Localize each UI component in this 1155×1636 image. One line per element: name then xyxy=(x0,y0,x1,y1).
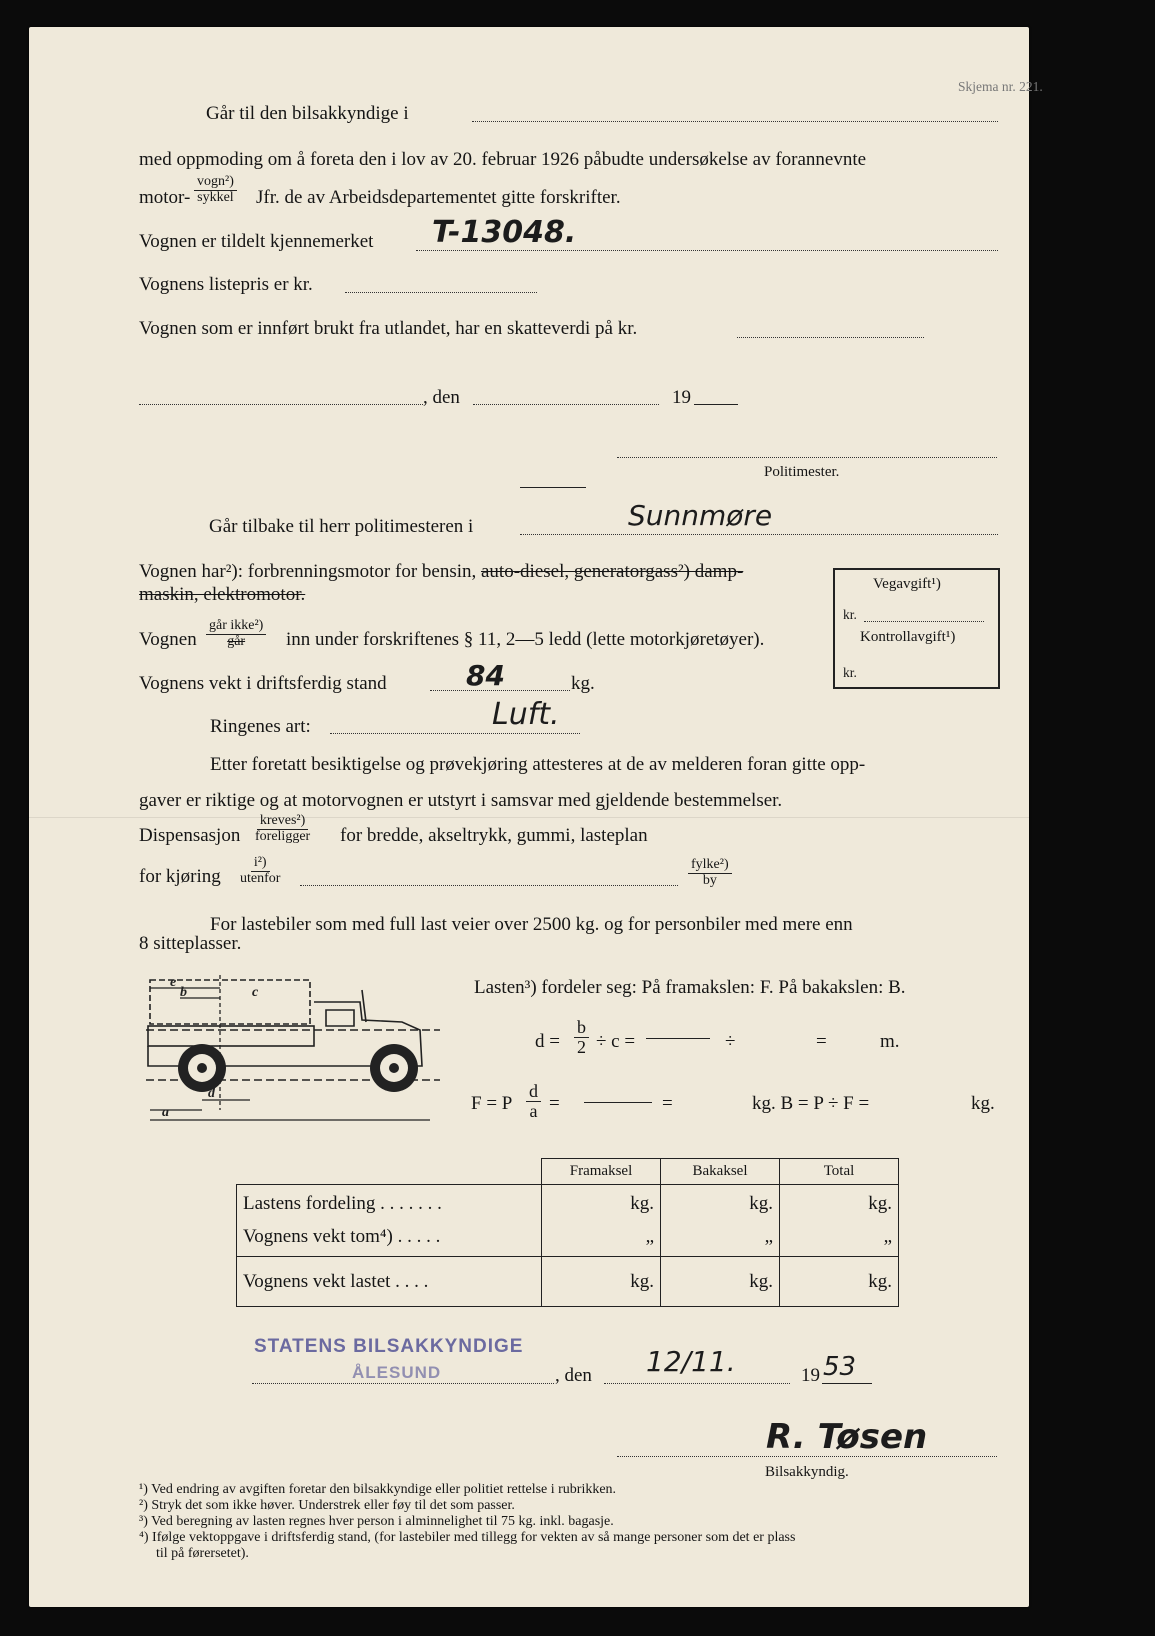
cell-lastet-framaksel[interactable]: kg. xyxy=(542,1257,661,1307)
vekt-label: Vognens vekt i driftsferdig stand xyxy=(139,673,387,694)
bilsakkyndig-label: Bilsakkyndig. xyxy=(765,1464,849,1480)
vegavgift-kr: kr. xyxy=(843,607,857,622)
disp-rest: for bredde, akseltrykk, gummi, lasteplan xyxy=(340,825,648,846)
truck-diagram xyxy=(140,970,440,1140)
formula-d-c: ÷ xyxy=(725,1031,736,1052)
motor-line-1: Vognen har²): forbrenningsmotor for bensin, auto-diesel, generatorgass²) damp- xyxy=(139,561,744,582)
formula-f-e: kg. xyxy=(971,1093,995,1114)
date-field[interactable] xyxy=(473,404,659,405)
tilbake-label: Går tilbake til herr politimesteren i xyxy=(209,516,474,537)
frac-d-a: $\frac{d}{a}$ xyxy=(526,1082,541,1121)
stamp-line-1: STATENS BILSAKKYNDIGE xyxy=(254,1336,524,1357)
line-forskrifter: Jfr. de av Arbeidsdepartementet gitte forskrifter. xyxy=(256,187,621,208)
place-field-2[interactable] xyxy=(252,1383,554,1384)
frac-vogn-sykkel: vogn²) sykkel xyxy=(194,175,237,205)
place-field[interactable] xyxy=(139,404,423,405)
truck-label-a: a xyxy=(162,1105,169,1120)
politimester-label: Politimester. xyxy=(764,464,840,480)
lasten-label: Lasten³) fordeler seg: På framakslen: F. På bakakslen: B. xyxy=(474,977,906,998)
gaar-prefix: Vognen xyxy=(139,629,197,650)
formula-d-field-1[interactable] xyxy=(646,1038,710,1039)
vegavgift-field[interactable] xyxy=(864,621,984,622)
formula-f-field[interactable] xyxy=(584,1102,652,1103)
line-motor-prefix: motor- xyxy=(139,187,191,208)
line-bilsakkyndige: Går til den bilsakkyndige i xyxy=(206,103,409,124)
table-row-labels xyxy=(237,1185,542,1257)
footnote-4-cont: til på førersetet). xyxy=(156,1546,249,1561)
cell-framaksel[interactable]: kg. „ xyxy=(542,1185,661,1257)
stamp-line-2: ÅLESUND xyxy=(352,1363,442,1382)
truck-label-c: c xyxy=(252,985,259,1000)
ringer-field[interactable] xyxy=(330,733,580,734)
field-bilsakkyndige-i[interactable] xyxy=(472,121,998,122)
kjennemerke-label: Vognen er tildelt kjennemerket xyxy=(139,231,374,252)
skatteverdi-field[interactable] xyxy=(737,337,924,338)
cell-lastet-bakaksel[interactable]: kg. xyxy=(661,1257,780,1307)
cell-bakaksel[interactable]: kg. „ xyxy=(661,1185,780,1257)
frac-i-utenfor: i²) utenfor xyxy=(240,855,281,886)
formula-d-d: = xyxy=(816,1031,827,1052)
listepris-field[interactable] xyxy=(345,292,537,293)
formula-f-d: kg. B = P ÷ F = xyxy=(752,1093,870,1114)
ringer-value: Luft. xyxy=(492,697,560,732)
footnote-3: ³) Ved beregning av lasten regnes hver person i alminnelighet til 75 kg. inkl. bagasje. xyxy=(139,1514,614,1529)
attest-line-1: Etter foretatt besiktigelse og prøvekjøring attesteres at de av melderen foran gitte opp- xyxy=(210,754,866,775)
vekt-value: 84 xyxy=(466,659,505,692)
kjoring-label: for kjøring xyxy=(139,866,221,887)
truck-label-e: e xyxy=(170,975,177,990)
document-page xyxy=(29,27,1029,1607)
formula-d-a: d = xyxy=(535,1031,560,1052)
footnote-1: ¹) Ved endring av avgiften foretar den bilsakkyndige eller politiet rettelse i rubrikken. xyxy=(139,1482,617,1497)
formula-f-c: = xyxy=(662,1093,673,1114)
frac-gaar: går ikke²) går xyxy=(206,619,266,649)
fold-line xyxy=(29,817,1029,818)
load-distribution-table xyxy=(236,1158,899,1307)
frac-b-2: $\frac{b}{2}$ xyxy=(574,1018,589,1057)
kontrollavgift-kr: kr. xyxy=(843,665,857,680)
cell-total[interactable]: kg. „ xyxy=(780,1185,899,1257)
lastebil-line-1: For lastebiler som med full last veier over 2500 kg. og for personbiler med mere enn xyxy=(210,914,853,935)
kjennemerke-value: T-13048. xyxy=(432,215,577,250)
bilsakkyndig-signature-field[interactable] xyxy=(617,1456,997,1457)
motor-line-2: maskin, elektromotor. xyxy=(139,584,306,605)
politimester-signature-field[interactable] xyxy=(617,457,997,458)
form-number: Skjema nr. 221. xyxy=(958,79,1043,94)
date-value: 12/11. xyxy=(646,1345,736,1378)
formula-f-b: = xyxy=(549,1093,560,1114)
disp-label: Dispensasjon xyxy=(139,825,241,846)
listepris-label: Vognens listepris er kr. xyxy=(139,274,313,295)
signature: R. Tøsen xyxy=(766,1417,928,1457)
footnote-2: ²) Stryk det som ikke høver. Understrek eller føy til det som passer. xyxy=(139,1498,515,1513)
kontrollavgift-label: Kontrollavgift¹) xyxy=(860,629,956,645)
gaar-rest: inn under forskriftenes § 11, 2—5 ledd (lette motorkjøretøyer). xyxy=(286,629,765,650)
formula-d-e: m. xyxy=(880,1031,900,1052)
tilbake-value: Sunnmøre xyxy=(628,499,773,532)
tilbake-field[interactable] xyxy=(520,534,998,535)
kjennemerke-field[interactable] xyxy=(416,250,998,251)
row-vekt-tom: Vognens vekt tom⁴) . . . . . xyxy=(243,1225,441,1247)
attest-line-2: gaver er riktige og at motorvognen er utstyrt i samsvar med gjeldende bestemmelser. xyxy=(139,790,783,811)
row-lastens-fordeling: Lastens fordeling . . . . . . . xyxy=(243,1193,442,1215)
year-field[interactable] xyxy=(694,404,738,405)
vekt-unit: kg. xyxy=(571,673,595,694)
year2-value: 53 xyxy=(823,1352,857,1382)
lastebil-line-2: 8 sitteplasser. xyxy=(139,933,242,954)
vegavgift-label: Vegavgift¹) xyxy=(873,576,941,592)
header-total: Total xyxy=(780,1159,899,1185)
frac-fylke-by: fylke²) by xyxy=(688,858,732,888)
date-field-2[interactable] xyxy=(604,1383,790,1384)
header-framaksel: Framaksel xyxy=(542,1159,661,1185)
cell-lastet-total[interactable]: kg. xyxy=(780,1257,899,1307)
ringer-label: Ringenes art: xyxy=(210,716,311,737)
divider xyxy=(520,487,586,488)
truck-label-b: b xyxy=(180,985,187,1000)
formula-d-b: ÷ c = xyxy=(596,1031,636,1052)
den2-label: , den xyxy=(555,1365,592,1386)
frac-kreves: kreves²) foreligger xyxy=(255,813,311,844)
year2-field[interactable] xyxy=(822,1383,872,1384)
row-vekt-lastet: Vognens vekt lastet . . . . xyxy=(237,1257,542,1307)
footnote-4: ⁴) Ifølge vektoppgave i driftsferdig stand, (for lastebiler med tillegg for vekten av så mange personer som det er plass xyxy=(139,1530,796,1545)
den-label: , den xyxy=(423,387,460,408)
skatteverdi-label: Vognen som er innført brukt fra utlandet, har en skatteverdi på kr. xyxy=(139,318,638,339)
formula-f-a: F = P xyxy=(471,1093,513,1114)
year2-prefix: 19 xyxy=(801,1365,820,1386)
year-prefix: 19 xyxy=(672,387,691,408)
line-oppmoding: med oppmoding om å foreta den i lov av 20. februar 1926 påbudte undersøkelse av forannevnte xyxy=(139,149,867,170)
truck-label-d: d xyxy=(208,1086,215,1101)
kjoring-field[interactable] xyxy=(300,885,678,886)
header-bakaksel: Bakaksel xyxy=(661,1159,780,1185)
